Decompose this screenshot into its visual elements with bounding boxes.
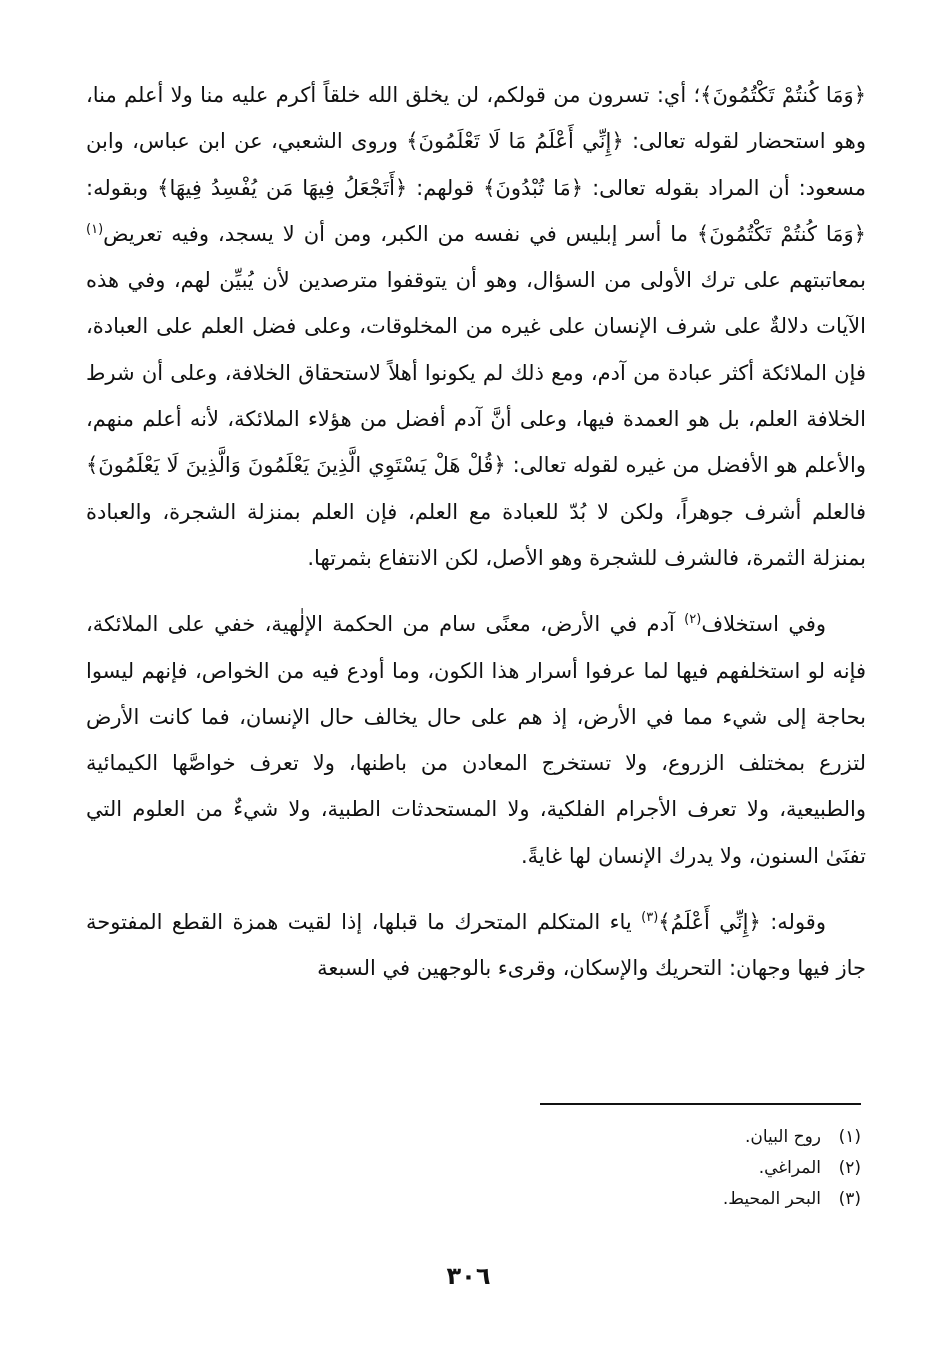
footnote-number: (٣) (838, 1189, 861, 1209)
footnote-text: البحر المحيط. (722, 1189, 821, 1209)
paragraph-3-part-b: ياء المتكلم المتحرك ما قبلها، إذا لقيت همزة القطع المفتوحة جاز فيها وجهان: التحريك والإسكان، وقرىء بالوجهين في السبعة (86, 910, 866, 981)
footnote-number: (١) (838, 1127, 861, 1147)
paragraph-1-part-a: ﴿وَمَا كُنتُمْ تَكْتُمُونَ﴾؛ أي: تسرون من قولكم، لن يخلق الله خلقاً أكرم عليه منا ولا أعلم منا، وهو استحضار لقوله تعالى: ﴿إِنِّي أَعْلَمُ مَا لَا تَعْلَمُونَ﴾ وروى الشعبي، عن ابن عباس، وابن مسعود: أن المراد بقوله تعالى: ﴿مَا تُبْدُونَ﴾ قولهم: ﴿أَتَجْعَلُ فِيهَا مَن يُفْسِدُ فِيهَا﴾ وبقوله: ﴿وَمَا كُنتُمْ تَكْتُمُونَ﴾ ما أسر إبليس في نفسه من الكبر، ومن أن لا يسجد، وفيه تعريض (86, 83, 866, 246)
footnote-3 (461, 1184, 861, 1215)
footnote-text: المراغي. (758, 1158, 821, 1178)
paragraph-3 (86, 899, 866, 992)
paragraph-1 (86, 72, 866, 581)
page-number: ٣٠٦ (446, 1262, 491, 1290)
paragraph-3-part-a: وقوله: ﴿إِنِّي أَعْلَمُ﴾ (658, 910, 826, 935)
main-text (86, 72, 866, 992)
footnote-2 (461, 1153, 861, 1184)
footnote-separator (540, 1103, 861, 1105)
footnote-ref-2: (٢) (684, 612, 702, 628)
footnote-1 (461, 1122, 861, 1153)
footnotes (461, 1122, 861, 1215)
paragraph-2-part-b: آدم في الأرض، معنًى سام من الحكمة الإلٰهية، خفي على الملائكة، فإنه لو استخلفهم فيها لما عرفوا أسرار هذا الكون، وما أودع فيه من الخواص، فإنهم ليسوا بحاجة إلى شيء مما في الأرض، إذ هم على حال يخالف حال الإنسان، فما كانت الأرض لتزرع بمختلف الزروع، ولا تستخرج المعادن من باطنها، ولا تعرف خواصَّها الكيمائية والطبيعية، ولا تعرف الأجرام الفلكية، ولا المستحدثات الطبية، ولا شيءٌ من العلوم التي تفنَىٰ السنون، ولا يدرك الإنسان لها غايةً. (86, 612, 866, 868)
footnote-ref-3: (٣) (641, 910, 659, 926)
footnote-ref-1: (١) (86, 221, 104, 237)
paragraph-1-part-b: بمعاتبتهم على ترك الأولى من السؤال، وهو أن يتوقفوا مترصدين لأن يُبيِّن لهم، وفي هذه الآيات دلالةٌ على شرف الإنسان على غيره من المخلوقات، وعلى فضل العلم على العبادة، فإن الملائكة أكثر عبادة من آدم، ومع ذلك لم يكونوا أهلاً لاستحقاق الخلافة، وعلى أن شرط الخلافة العلم، بل هو العمدة فيها، وعلى أنَّ آدم أفضل من هؤلاء الملائكة، لأنه أعلم منهم، والأعلم هو الأفضل من غيره لقوله تعالى: ﴿قُلْ هَلْ يَسْتَوِي الَّذِينَ يَعْلَمُونَ وَالَّذِينَ لَا يَعْلَمُونَ﴾ فالعلم أشرف جوهراً، ولكن لا بُدّ للعبادة مع العلم، فإن العلم بمنزلة الشجرة، والعبادة بمنزلة الثمرة، فالشرف للشجرة وهو الأصل، لكن الانتفاع بثمرتها. (86, 268, 866, 570)
footnote-text: روح البيان. (744, 1127, 821, 1147)
paragraph-2-part-a: وفي استخلاف (701, 612, 827, 637)
paragraph-2 (86, 601, 866, 879)
footnote-number: (٢) (838, 1158, 861, 1178)
